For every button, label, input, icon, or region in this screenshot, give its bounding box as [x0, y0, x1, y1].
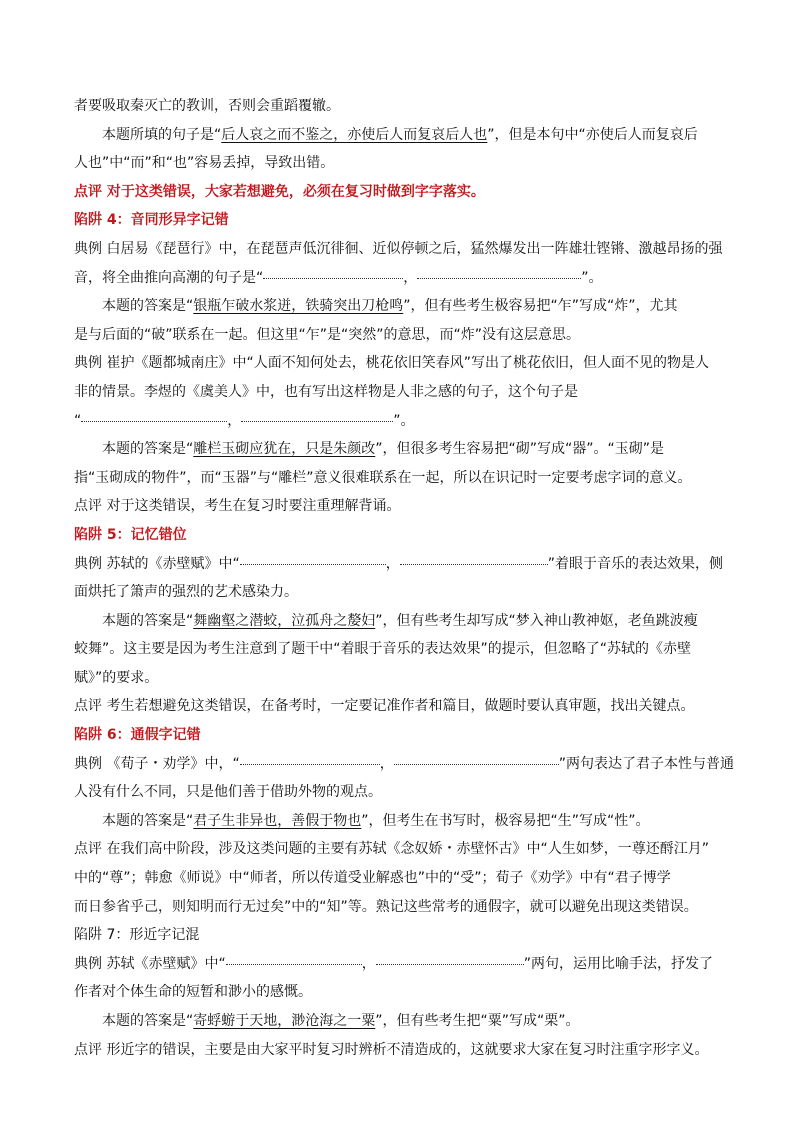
- document-body: [74, 92, 734, 1064]
- answer-line: [74, 121, 726, 150]
- paragraph-line: [74, 464, 726, 493]
- text: ”，但考生在书写时，极容易把“生”写成“性”。: [361, 812, 650, 829]
- text: 指“玉砌成的物件”，而“玉器”与“雕栏”意义很难联系在一起，所以在识记时一定要考虑字词的意义。: [74, 469, 692, 486]
- fill-blank: [241, 420, 393, 422]
- text: 赋》”的要求。: [74, 669, 159, 686]
- fill-blank: [376, 963, 524, 965]
- paragraph-line: [74, 92, 726, 121]
- fill-blank: [394, 763, 559, 765]
- text: ”，但有些考生却写成“梦入神山教神妪，老鱼跳波瘦: [375, 612, 698, 629]
- comment-highlight: [74, 178, 726, 207]
- text: ”。: [393, 412, 415, 429]
- text: 面烘托了箫声的强烈的艺术感染力。: [74, 584, 298, 601]
- fill-blank: [263, 277, 403, 279]
- text: 本题所填的句子是“: [102, 126, 222, 143]
- text: ”，但有些考生极容易把“乍”写成“炸”，尤其: [403, 298, 678, 315]
- text: 典例 苏轼的《赤壁赋》中“: [74, 555, 240, 572]
- text: 中的“尊”；韩愈《师说》中“师者，所以传道受业解惑也”中的“受”；荀子《劝学》中有“君子博学: [74, 870, 671, 887]
- answer-text: 后人哀之而不鉴之，亦使后人而复哀后人也: [221, 126, 488, 143]
- text: ”着眼于音乐的表达效果，侧: [547, 555, 723, 572]
- text: 者要吸取秦灭亡的教训，否则会重蹈覆辙。: [74, 98, 340, 114]
- answer-text: 君子生非异也，善假于物也: [193, 812, 362, 829]
- answer-line: [74, 292, 726, 321]
- answer-text: 舞幽壑之潜蛟，泣孤舟之嫠妇: [193, 612, 376, 629]
- text: ”两句表达了君子本性与普通: [558, 755, 734, 772]
- text: ，: [227, 412, 242, 429]
- comment-line: [74, 692, 726, 721]
- fill-blank: [400, 563, 548, 565]
- comment-line: [74, 1036, 726, 1065]
- text: ”，但是本句中“亦使后人而复哀后: [487, 126, 698, 143]
- text: ，: [385, 555, 400, 572]
- text: 典例 白居易《琵琶行》中，在琵琶声低沉徘徊、近似停顿之后，猛然爆发出一阵雄壮铿锵、激越昂扬的强: [74, 240, 723, 257]
- text: 非的情景。李煜的《虞美人》中，也有写出这样物是人非之感的句子，这个句子是: [74, 383, 578, 400]
- text: 本题的答案是“: [102, 1013, 194, 1029]
- text: 而日参省乎己，则知明而行无过矣”中的“知”等。熟记这些常考的通假字，就可以避免出现这类错误。: [74, 898, 698, 915]
- paragraph-line: [74, 321, 726, 350]
- text: 点评 在我们高中阶段，涉及这类问题的主要有苏轼《念奴娇・赤壁怀古》中“人生如梦，一尊还酹江月”: [74, 841, 709, 858]
- text: 本题的答案是“: [102, 812, 194, 829]
- paragraph-line: [74, 978, 726, 1007]
- paragraph-line: [74, 864, 726, 893]
- answer-text: 银瓶乍破水浆迸，铁骑突出刀枪鸣: [193, 298, 404, 315]
- comment-line: [74, 492, 726, 521]
- paragraph-line: [74, 778, 726, 807]
- text: 本题的答案是“: [102, 298, 194, 315]
- fill-blank: [240, 563, 386, 565]
- answer-line: [74, 435, 726, 464]
- text: 点评 对于这类错误，考生在复习时要注重理解背诵。: [74, 498, 401, 515]
- paragraph-line: [74, 635, 726, 664]
- text: 点评 形近字的错误，主要是由大家平时复习时辨析不清造成的，这就要求大家在复习时注重字形字义。: [74, 1041, 709, 1058]
- answer-line: [74, 1007, 726, 1036]
- heading-text: 陷阱 6：通假字记错: [74, 727, 201, 744]
- text: “: [74, 412, 82, 429]
- text: 点评 考生若想避免这类错误，在备考时，一定要记准作者和篇目，做题时要认真审题，找出关键点。: [74, 698, 695, 715]
- heading-text: 陷阱 7：形近字记混: [74, 927, 200, 944]
- paragraph-line: [74, 578, 726, 607]
- answer-text: 寄蜉蝣于天地，渺沧海之一粟: [193, 1013, 376, 1029]
- text: ”。: [581, 269, 603, 286]
- blank-line: [74, 264, 726, 293]
- example-line: [74, 349, 726, 378]
- blank-line: [74, 950, 726, 979]
- paragraph-line: [74, 149, 726, 178]
- text: ，: [361, 955, 376, 972]
- paragraph-line: [74, 378, 726, 407]
- text: ”，但有些考生把“粟”写成“栗”。: [375, 1013, 580, 1029]
- text: 音，将全曲推向高潮的句子是“: [74, 269, 264, 286]
- text: 是与后面的“破”联系在一起。但这里“乍”是“突然”的意思，而“炸”没有这层意思。: [74, 326, 581, 343]
- text: 本题的答案是“: [102, 441, 194, 458]
- text: ，: [403, 269, 418, 286]
- paragraph-line: [74, 664, 726, 693]
- text: ”，但很多考生容易把“砌”写成“器”。“玉砌”是: [375, 441, 665, 458]
- text: 人没有什么不同，只是他们善于借助外物的观点。: [74, 784, 382, 801]
- answer-line: [74, 807, 726, 836]
- heading-text: 陷阱 4：音同形异字记错: [74, 212, 229, 229]
- fill-blank: [240, 763, 380, 765]
- blank-line: [74, 550, 726, 579]
- paragraph-line: [74, 893, 726, 922]
- text: 本题的答案是“: [102, 612, 194, 629]
- blank-line: [74, 407, 726, 436]
- text: ，: [379, 755, 394, 772]
- section-heading-6: [74, 721, 726, 750]
- text: 人也”中“而”和“也”容易丢掉，导致出错。: [74, 155, 335, 172]
- text: 典例 崔护《题都城南庄》中“人面不知何处去，桃花依旧笑春风”写出了桃花依旧，但人面不见的物是人: [74, 355, 709, 372]
- text: 点评 对于这类错误，大家若想避免，必须在复习时做到字字落实。: [74, 183, 485, 200]
- blank-line: [74, 750, 734, 779]
- section-heading-7: [74, 921, 726, 950]
- fill-blank: [81, 420, 227, 422]
- example-line: [74, 235, 726, 264]
- text: ”两句，运用比喻手法，抒发了: [523, 955, 713, 972]
- fill-blank: [417, 277, 581, 279]
- text: 典例 《荀子・劝学》中，“: [74, 755, 240, 772]
- text: 作者对个体生命的短暂和渺小的感慨。: [74, 984, 312, 1001]
- section-heading-5: [74, 521, 726, 550]
- section-heading-4: [74, 206, 726, 235]
- answer-text: 雕栏玉砌应犹在，只是朱颜改: [193, 441, 376, 458]
- fill-blank: [226, 963, 362, 965]
- text: 蛟舞”。这主要是因为考生注意到了题干中“着眼于音乐的表达效果”的提示，但忽略了“苏轼的《赤壁: [74, 641, 692, 658]
- answer-line: [74, 607, 726, 636]
- text: 典例 苏轼《赤壁赋》中“: [74, 955, 226, 972]
- comment-line: [74, 835, 726, 864]
- heading-text: 陷阱 5：记忆错位: [74, 526, 187, 543]
